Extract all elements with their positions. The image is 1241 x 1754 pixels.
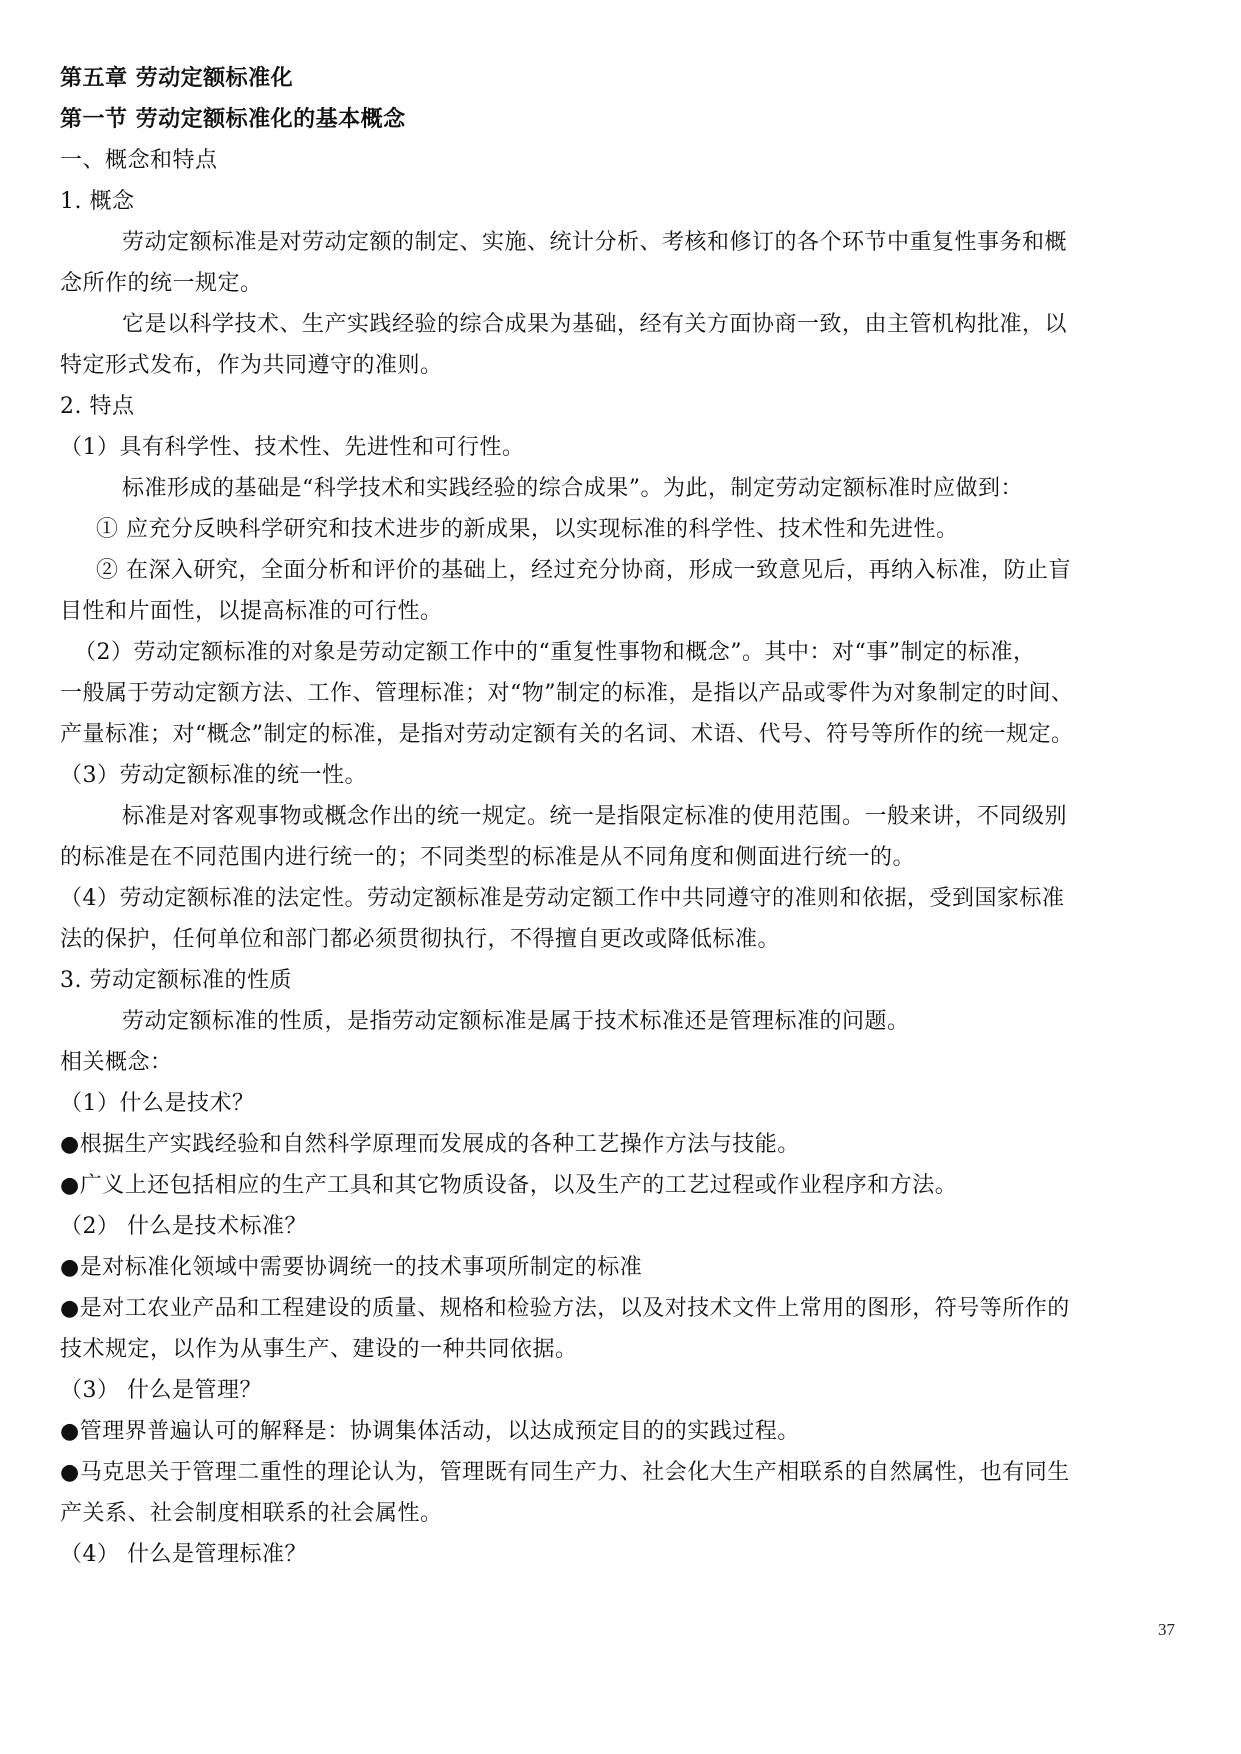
bullet-item: ●马克思关于管理二重性的理论认为，管理既有同生产力、社会化大生产相联系的自然属性，也有同生 <box>60 1460 1070 1485</box>
list-item: （4）劳动定额标准的法定性。劳动定额标准是劳动定额工作中共同遵守的准则和依据，受到国家标准 <box>60 886 1065 911</box>
paragraph-line: 相关概念： <box>60 1050 173 1075</box>
list-item: （3） 什么是管理？ <box>60 1378 262 1403</box>
page-number: 37 <box>1158 1620 1175 1639</box>
item-heading: 3. 劳动定额标准的性质 <box>60 968 292 993</box>
paragraph-line: 的标准是在不同范围内进行统一的；不同类型的标准是从不同角度和侧面进行统一的。 <box>60 845 916 870</box>
paragraph-line: 一般属于劳动定额方法、工作、管理标准；对“物”制定的标准，是指以产品或零件为对象制定的时间、 <box>60 681 1074 706</box>
list-item: （2）劳动定额标准的对象是劳动定额工作中的“重复性事物和概念”。其中：对“事”制定的标准， <box>74 640 1036 665</box>
document-page <box>60 58 1180 1575</box>
list-item: （4） 什么是管理标准？ <box>60 1542 307 1567</box>
bullet-item: ●管理界普遍认可的解释是：协调集体活动，以达成预定目的的实践过程。 <box>60 1419 800 1444</box>
bullet-item: ●根据生产实践经验和自然科学原理而发展成的各种工艺操作方法与技能。 <box>60 1132 800 1157</box>
paragraph-line: 特定形式发布，作为共同遵守的准则。 <box>60 353 443 378</box>
subsection-heading: 一、概念和特点 <box>60 148 218 173</box>
item-heading: 1. 概念 <box>60 189 135 214</box>
paragraph-line: 目性和片面性，以提高标准的可行性。 <box>60 599 443 624</box>
bullet-item: ●广义上还包括相应的生产工具和其它物质设备，以及生产的工艺过程或作业程序和方法。 <box>60 1173 958 1198</box>
paragraph-line: 技术规定，以作为从事生产、建设的一种共同依据。 <box>60 1337 578 1362</box>
list-item: ② 在深入研究，全面分析和评价的基础上，经过充分协商，形成一致意见后，再纳入标准，防止盲 <box>96 558 1071 583</box>
paragraph-line: 标准形成的基础是“科学技术和实践经验的综合成果”。为此，制定劳动定额标准时应做到： <box>122 476 1023 501</box>
paragraph-line: 劳动定额标准的性质，是指劳动定额标准是属于技术标准还是管理标准的问题。 <box>122 1009 910 1034</box>
list-item: （3）劳动定额标准的统一性。 <box>60 763 367 788</box>
list-item: ① 应充分反映科学研究和技术进步的新成果，以实现标准的科学性、技术性和先进性。 <box>96 517 959 542</box>
paragraph-line: 产量标准；对“概念”制定的标准，是指对劳动定额有关的名词、术语、代号、符号等所作的统一规定。 <box>60 722 1074 747</box>
list-item: （1）具有科学性、技术性、先进性和可行性。 <box>60 435 525 460</box>
bullet-item: ●是对标准化领域中需要协调统一的技术事项所制定的标准 <box>60 1255 643 1280</box>
chapter-title: 第五章 劳动定额标准化 <box>60 66 294 91</box>
list-item: （2） 什么是技术标准？ <box>60 1214 307 1239</box>
paragraph-line: 法的保护，任何单位和部门都必须贯彻执行，不得擅自更改或降低标准。 <box>60 927 781 952</box>
paragraph-line: 标准是对客观事物或概念作出的统一规定。统一是指限定标准的使用范围。一般来讲，不同级别 <box>122 804 1068 829</box>
paragraph-line: 产关系、社会制度相联系的社会属性。 <box>60 1501 443 1526</box>
item-heading: 2. 特点 <box>60 394 135 419</box>
paragraph-line: 它是以科学技术、生产实践经验的综合成果为基础，经有关方面协商一致，由主管机构批准，以 <box>122 312 1068 337</box>
paragraph-line: 劳动定额标准是对劳动定额的制定、实施、统计分析、考核和修订的各个环节中重复性事务和概 <box>122 230 1068 255</box>
list-item: （1）什么是技术？ <box>60 1091 255 1116</box>
paragraph-line: 念所作的统一规定。 <box>60 271 263 296</box>
section-title: 第一节 劳动定额标准化的基本概念 <box>60 107 406 132</box>
bullet-item: ●是对工农业产品和工程建设的质量、规格和检验方法，以及对技术文件上常用的图形，符号等所作的 <box>60 1296 1070 1321</box>
